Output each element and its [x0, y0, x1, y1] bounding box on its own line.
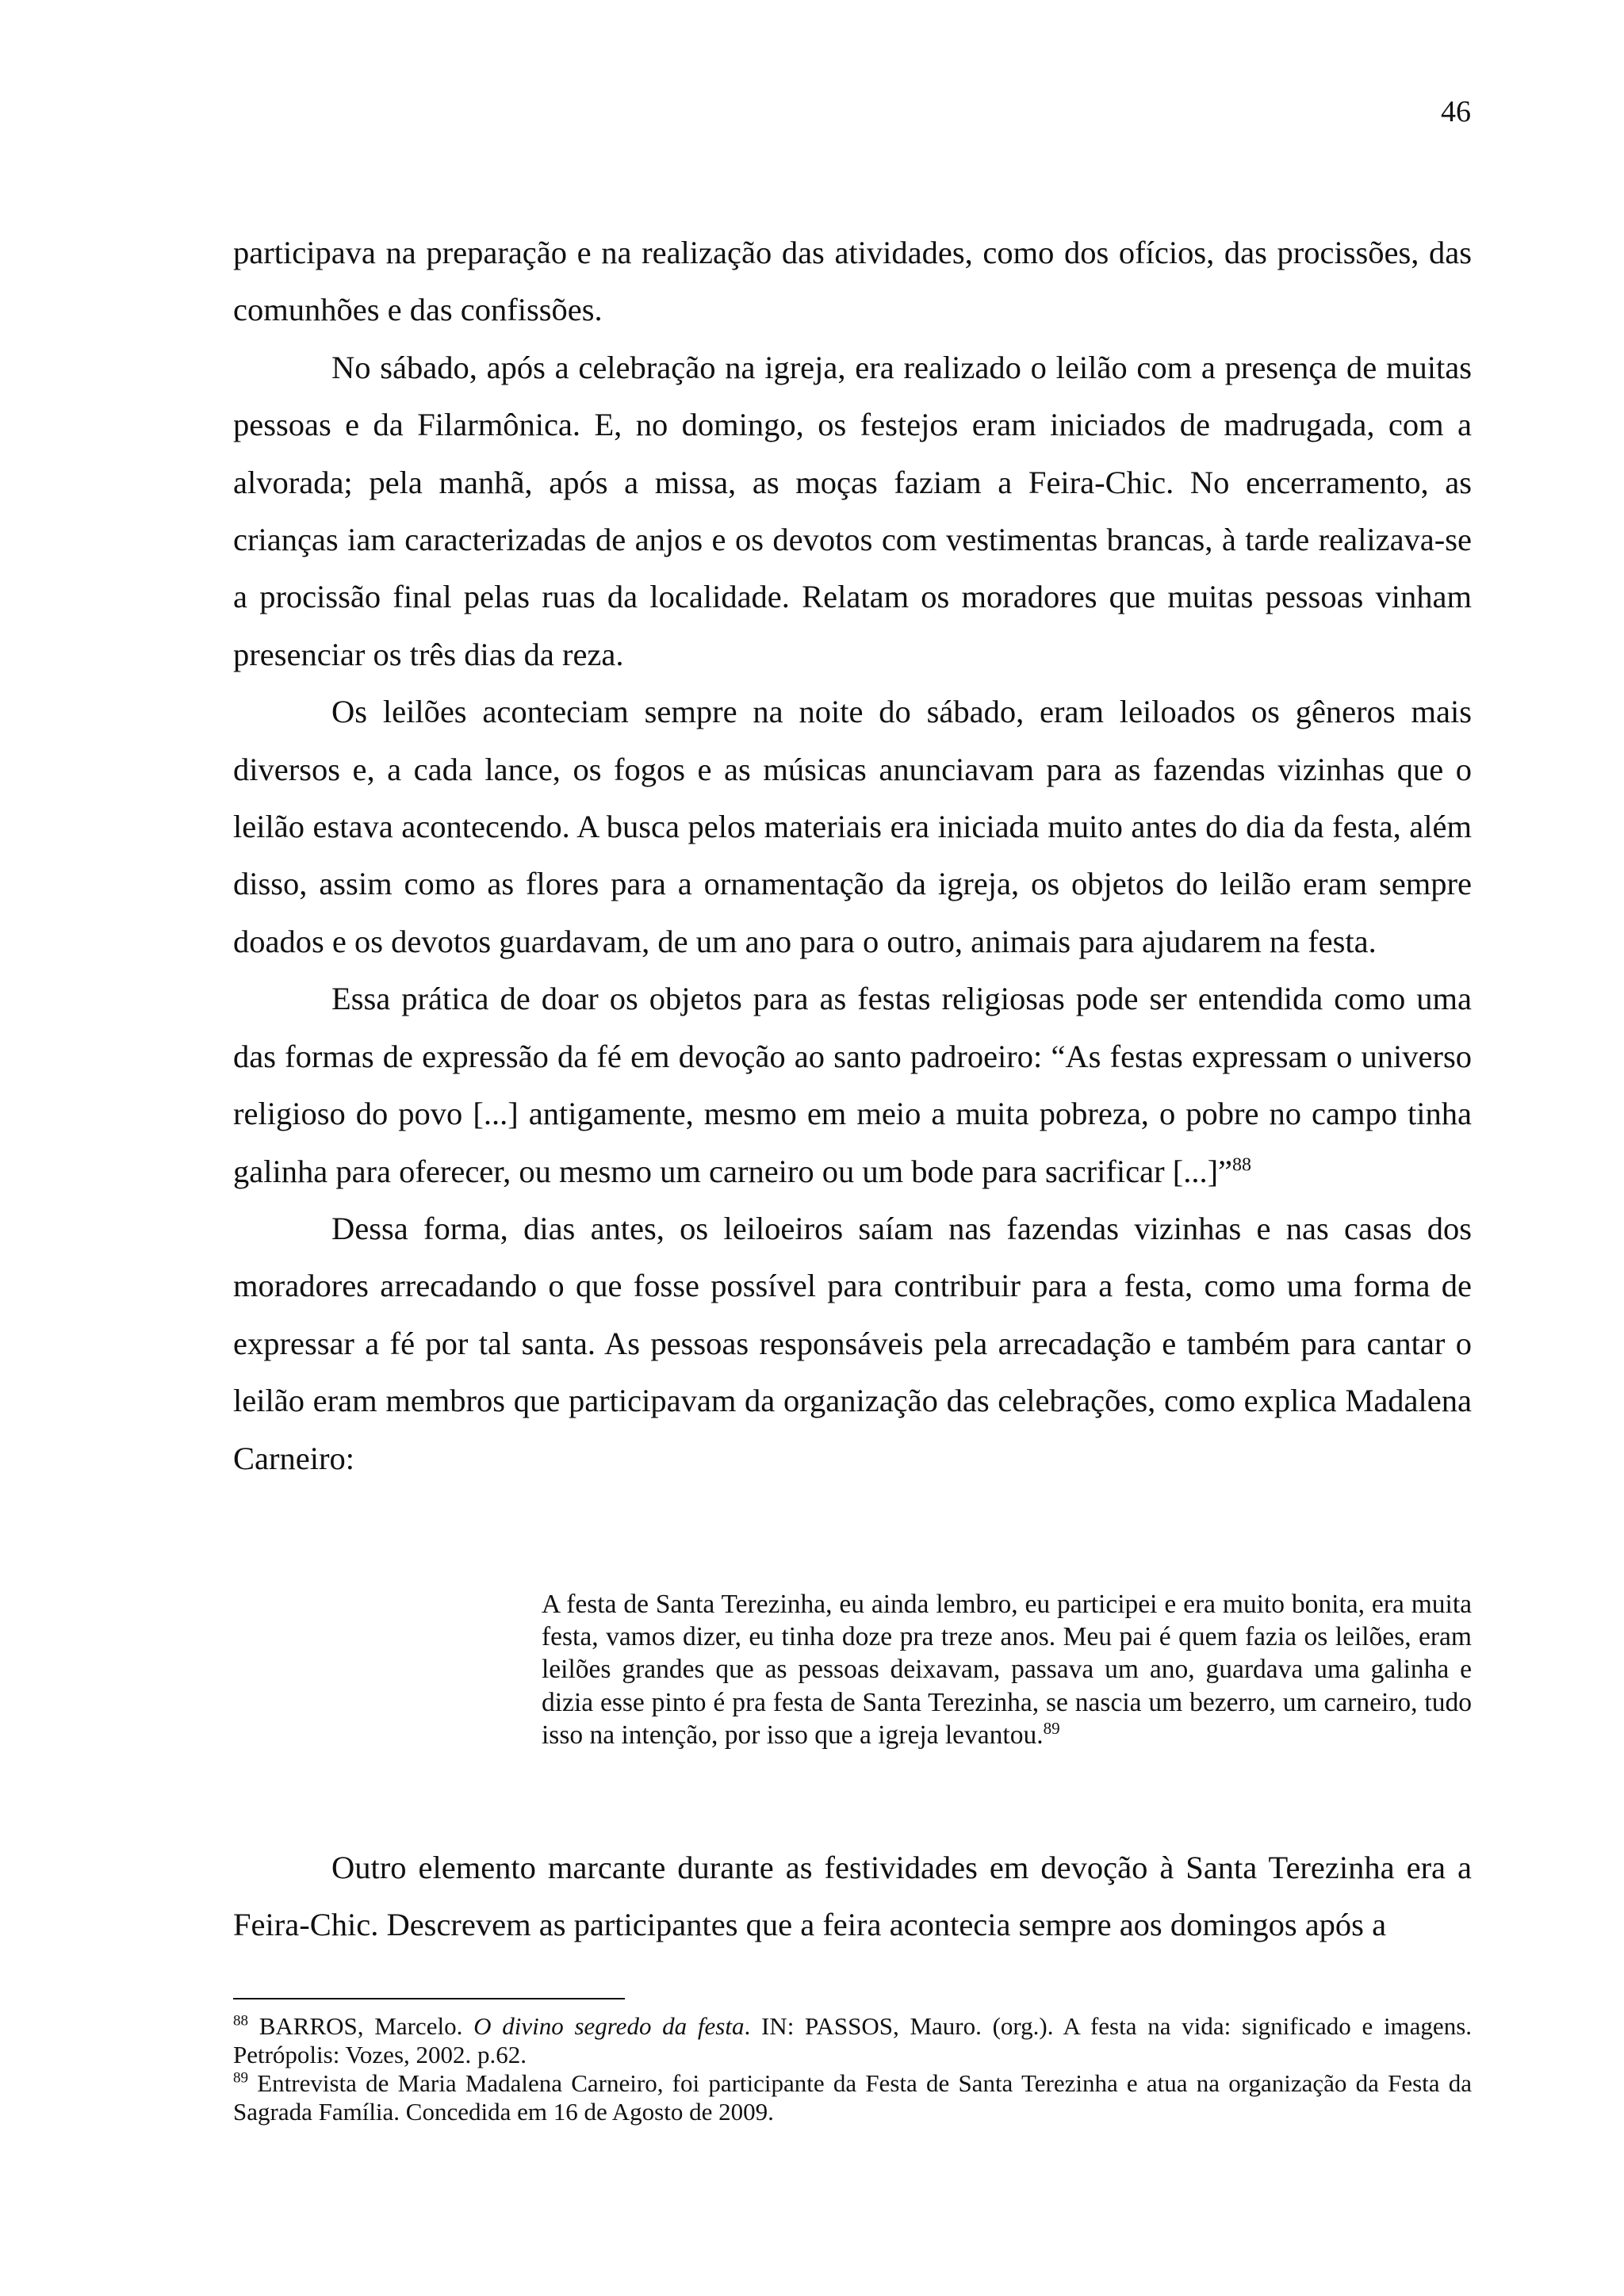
footnote-text: . IN: PASSOS, Mauro. (org.). A festa na vida: significado e imagens. Petrópolis: Vozes, 2002. p.62.	[233, 2012, 1473, 2068]
body-text	[233, 224, 1472, 1487]
block-quote	[542, 1588, 1472, 1751]
footnote-text: Entrevista de Maria Madalena Carneiro, foi participante da Festa de Santa Terezinha e atua na organização da Festa da Sagrada Família. Concedida em 16 de Agosto de 2009.	[233, 2069, 1472, 2126]
paragraph-leiloeiros	[233, 1200, 1472, 1487]
footnote-ref-88: 88	[1232, 1154, 1252, 1175]
footnote-number: 88	[233, 2012, 248, 2030]
footnote-number: 89	[233, 2069, 248, 2087]
paragraph-text: Os leilões aconteciam sempre na noite do sábado, eram leiloados os gêneros mais diversos e, a cada lance, os fogos e as músicas anunciavam para as fazendas vizinhas que o leilão estava acontecendo. A busca pelos materiais era iniciada muito antes do dia da festa, além disso, assim como as flores para a ornamentação da igreja, os objetos do leilão eram sempre doados e os devotos guardavam, de um ano para o outro, animais para ajudarem na festa.	[233, 694, 1472, 959]
paragraph-text: Outro elemento marcante durante as festividades em devoção à Santa Terezinha era a Feira-Chic. Descrevem as participantes que a feira acontecia sempre aos domingos após a	[233, 1850, 1472, 1943]
paragraph-doar-objetos	[233, 970, 1472, 1200]
footnote-text: BARROS, Marcelo.	[248, 2012, 474, 2040]
paragraph-text: Dessa forma, dias antes, os leiloeiros saíam nas fazendas vizinhas e nas casas dos moradores arrecadando o que fosse possível para contribuir para a festa, como uma forma de expressar a fé por tal santa. As pessoas responsáveis pela arrecadação e também para cantar o leilão eram membros que participavam da organização das celebrações, como explica Madalena Carneiro:	[233, 1210, 1472, 1476]
paragraph-feira-chic	[233, 1839, 1472, 1954]
paragraph-text: participava na preparação e na realização das atividades, como dos ofícios, das procissões, das comunhões e das confissões.	[233, 235, 1472, 328]
paragraph-text: No sábado, após a celebração na igreja, era realizado o leilão com a presença de muitas pessoas e da Filarmônica. E, no domingo, os festejos eram iniciados de madrugada, com a alvorada; pela manhã, após a missa, as moças faziam a Feira-Chic. No encerramento, as crianças iam caracterizadas de anjos e os devotos com vestimentas brancas, à tarde realizava-se a procissão final pelas ruas da localidade. Relatam os moradores que muitas pessoas vinham presenciar os três dias da reza.	[233, 349, 1472, 672]
paragraph-text: Essa prática de doar os objetos para as festas religiosas pode ser entendida como uma das formas de expressão da fé em devoção ao santo padroeiro: “As festas expressam o universo religioso do povo [...] antigamente, mesmo em meio a muita pobreza, o pobre no campo tinha galinha para oferecer, ou mesmo um carneiro ou um bode para sacrificar [...]”	[233, 981, 1472, 1189]
paragraph-continuation	[233, 224, 1472, 339]
paragraph-leiloes	[233, 683, 1472, 970]
footnote-separator	[233, 1998, 625, 1999]
footnotes	[233, 2012, 1472, 2126]
footnote-89	[233, 2069, 1472, 2126]
page-number: 46	[1441, 95, 1471, 128]
footnote-title: O divino segredo da festa	[473, 2012, 745, 2040]
footnote-ref-89: 89	[1043, 1718, 1060, 1738]
block-quote-text: A festa de Santa Terezinha, eu ainda lembro, eu participei e era muito bonita, era muita festa, vamos dizer, eu tinha doze pra treze anos. Meu pai é quem fazia os leilões, eram leilões grandes que as pessoas deixavam, passava um ano, guardava uma galinha e dizia esse pinto é pra festa de Santa Terezinha, se nascia um bezerro, um carneiro, tudo isso na intenção, por isso que a igreja levantou.	[542, 1590, 1472, 1750]
footnote-88	[233, 2012, 1472, 2069]
paragraph-leilao-sabado	[233, 339, 1472, 683]
